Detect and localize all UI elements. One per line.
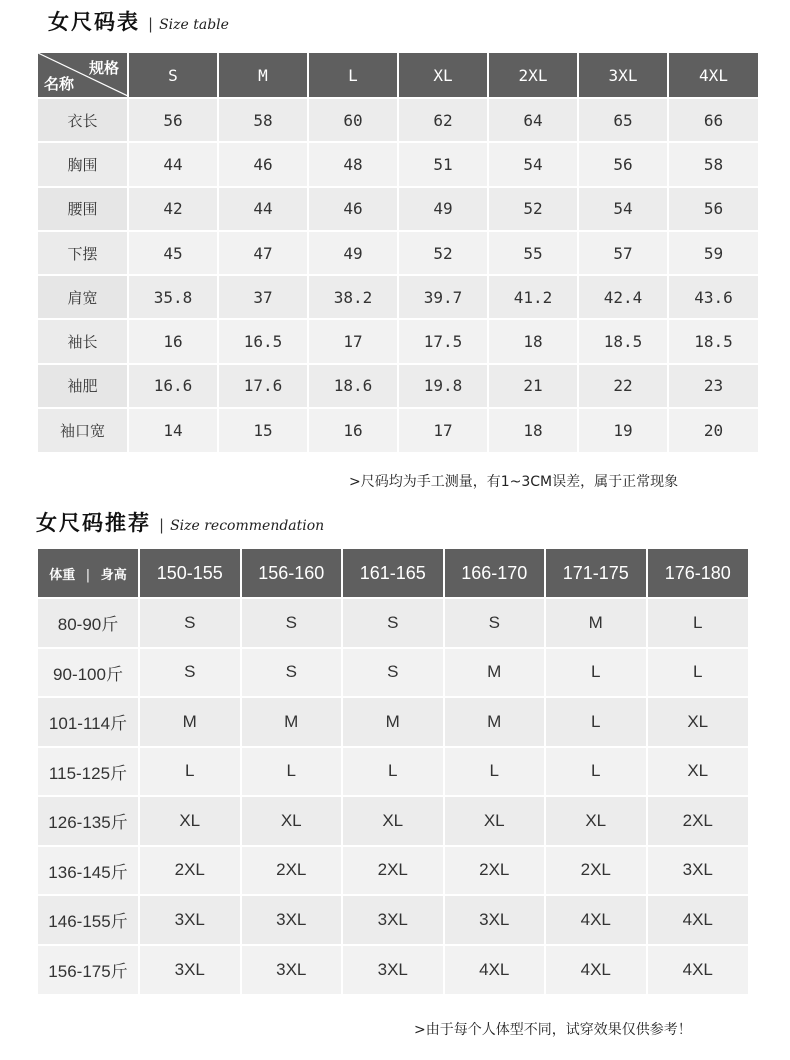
recommended-size-cell: 2XL: [444, 846, 546, 896]
table-row: [38, 364, 758, 408]
measurement-value-cell: 15: [218, 408, 308, 452]
recommended-size-cell: XL: [342, 796, 444, 846]
table-row: [38, 895, 748, 945]
table-row: [38, 231, 758, 275]
size-table-body: [38, 98, 758, 452]
measurement-value-cell: 43.6: [668, 275, 758, 319]
weight-range-cell: 101-114斤: [38, 697, 139, 747]
table-row: [38, 796, 748, 846]
recommended-size-cell: 2XL: [139, 846, 241, 896]
table-row: [38, 945, 748, 995]
measurement-value-cell: 19: [578, 408, 668, 452]
size-table-header-row: [38, 53, 758, 98]
recommended-size-cell: XL: [647, 697, 749, 747]
recommend-title-cn: 女尺码推荐: [36, 511, 151, 535]
measurement-note: >尺码均为手工测量，有1~3CM误差，属于正常现象: [349, 474, 679, 490]
recommended-size-cell: 3XL: [444, 895, 546, 945]
measurement-value-cell: 45: [128, 231, 218, 275]
measurement-value-cell: 23: [668, 364, 758, 408]
table-row: [38, 697, 748, 747]
recommended-size-cell: 4XL: [545, 945, 647, 995]
measurement-value-cell: 17.6: [218, 364, 308, 408]
measurement-value-cell: 18.6: [308, 364, 398, 408]
recommended-size-cell: 3XL: [241, 945, 343, 995]
measurement-value-cell: 49: [308, 231, 398, 275]
measurement-value-cell: 18.5: [668, 319, 758, 363]
height-header-cell: 171-175: [545, 549, 647, 598]
measurement-value-cell: 51: [398, 142, 488, 186]
table-row: [38, 98, 758, 142]
weight-range-cell: 80-90斤: [38, 598, 139, 648]
measurement-value-cell: 56: [578, 142, 668, 186]
measurement-value-cell: 21: [488, 364, 578, 408]
recommended-size-cell: L: [139, 747, 241, 797]
recommended-size-cell: M: [342, 697, 444, 747]
measurement-value-cell: 39.7: [398, 275, 488, 319]
recommended-size-cell: 3XL: [342, 895, 444, 945]
recommended-size-cell: XL: [545, 796, 647, 846]
measurement-value-cell: 60: [308, 98, 398, 142]
size-header-cell: L: [308, 53, 398, 98]
recommended-size-cell: 3XL: [342, 945, 444, 995]
recommended-size-cell: 2XL: [241, 846, 343, 896]
measurement-value-cell: 56: [668, 187, 758, 231]
measurement-name-cell: 袖肥: [38, 364, 128, 408]
height-header-cell: 176-180: [647, 549, 749, 598]
size-table-title-en: Size table: [159, 17, 229, 33]
size-table-corner-cell: [38, 53, 128, 98]
recommended-size-cell: XL: [647, 747, 749, 797]
size-header-cell: 3XL: [578, 53, 668, 98]
recommended-size-cell: 4XL: [545, 895, 647, 945]
measurement-name-cell: 袖口宽: [38, 408, 128, 452]
measurement-value-cell: 55: [488, 231, 578, 275]
measurement-value-cell: 52: [488, 187, 578, 231]
measurement-value-cell: 18: [488, 319, 578, 363]
recommended-size-cell: S: [342, 648, 444, 698]
recommended-size-cell: M: [444, 697, 546, 747]
measurement-value-cell: 37: [218, 275, 308, 319]
size-table-title: [48, 6, 229, 36]
size-table: [38, 53, 758, 452]
measurement-value-cell: 14: [128, 408, 218, 452]
table-row: [38, 319, 758, 363]
recommended-size-cell: 2XL: [647, 796, 749, 846]
measurement-name-cell: 袖长: [38, 319, 128, 363]
recommended-size-cell: XL: [139, 796, 241, 846]
recommended-size-cell: S: [444, 598, 546, 648]
table-row: [38, 408, 758, 452]
measurement-value-cell: 66: [668, 98, 758, 142]
measurement-value-cell: 54: [488, 142, 578, 186]
height-header-cell: 156-160: [241, 549, 343, 598]
measurement-value-cell: 52: [398, 231, 488, 275]
measurement-name-cell: 下摆: [38, 231, 128, 275]
recommended-size-cell: L: [545, 648, 647, 698]
size-header-cell: S: [128, 53, 218, 98]
recommended-size-cell: S: [241, 648, 343, 698]
measurement-value-cell: 57: [578, 231, 668, 275]
measurement-value-cell: 64: [488, 98, 578, 142]
measurement-name-cell: 衣长: [38, 98, 128, 142]
measurement-value-cell: 42: [128, 187, 218, 231]
measurement-value-cell: 16.5: [218, 319, 308, 363]
measurement-value-cell: 42.4: [578, 275, 668, 319]
title-separator: |: [159, 516, 165, 534]
measurement-value-cell: 44: [128, 142, 218, 186]
measurement-value-cell: 38.2: [308, 275, 398, 319]
corner-label-weight: 体重: [49, 567, 76, 583]
measurement-value-cell: 17: [308, 319, 398, 363]
recommended-size-cell: 3XL: [241, 895, 343, 945]
weight-range-cell: 156-175斤: [38, 945, 139, 995]
measurement-value-cell: 56: [128, 98, 218, 142]
recommended-size-cell: XL: [241, 796, 343, 846]
recommend-table: [38, 549, 748, 994]
table-row: [38, 648, 748, 698]
height-header-cell: 166-170: [444, 549, 546, 598]
measurement-value-cell: 59: [668, 231, 758, 275]
measurement-value-cell: 35.8: [128, 275, 218, 319]
recommended-size-cell: L: [647, 598, 749, 648]
table-row: [38, 747, 748, 797]
table-row: [38, 187, 758, 231]
recommend-corner-cell: [38, 549, 139, 598]
recommended-size-cell: M: [545, 598, 647, 648]
measurement-value-cell: 41.2: [488, 275, 578, 319]
recommended-size-cell: 3XL: [647, 846, 749, 896]
recommended-size-cell: L: [444, 747, 546, 797]
table-row: [38, 846, 748, 896]
recommended-size-cell: L: [342, 747, 444, 797]
measurement-value-cell: 46: [218, 142, 308, 186]
size-header-cell: 2XL: [488, 53, 578, 98]
size-table-title-cn: 女尺码表: [48, 10, 140, 34]
measurement-value-cell: 17: [398, 408, 488, 452]
recommended-size-cell: L: [545, 747, 647, 797]
measurement-value-cell: 48: [308, 142, 398, 186]
recommended-size-cell: L: [647, 648, 749, 698]
recommended-size-cell: M: [444, 648, 546, 698]
measurement-value-cell: 16: [308, 408, 398, 452]
recommended-size-cell: 4XL: [647, 945, 749, 995]
recommend-header-row: [38, 549, 748, 598]
measurement-value-cell: 22: [578, 364, 668, 408]
measurement-value-cell: 16.6: [128, 364, 218, 408]
weight-range-cell: 146-155斤: [38, 895, 139, 945]
corner-separator: |: [85, 567, 91, 583]
weight-range-cell: 115-125斤: [38, 747, 139, 797]
weight-range-cell: 126-135斤: [38, 796, 139, 846]
recommended-size-cell: 3XL: [139, 895, 241, 945]
recommend-table-body: [38, 598, 748, 994]
recommended-size-cell: M: [139, 697, 241, 747]
measurement-value-cell: 58: [218, 98, 308, 142]
recommended-size-cell: 4XL: [647, 895, 749, 945]
measurement-value-cell: 19.8: [398, 364, 488, 408]
measurement-name-cell: 腰围: [38, 187, 128, 231]
weight-range-cell: 136-145斤: [38, 846, 139, 896]
recommended-size-cell: 3XL: [139, 945, 241, 995]
measurement-value-cell: 18.5: [578, 319, 668, 363]
size-header-cell: XL: [398, 53, 488, 98]
size-header-cell: 4XL: [668, 53, 758, 98]
recommended-size-cell: S: [241, 598, 343, 648]
table-row: [38, 142, 758, 186]
height-header-cell: 150-155: [139, 549, 241, 598]
measurement-value-cell: 16: [128, 319, 218, 363]
recommend-title: [36, 507, 324, 537]
recommended-size-cell: XL: [444, 796, 546, 846]
measurement-value-cell: 46: [308, 187, 398, 231]
table-row: [38, 275, 758, 319]
recommended-size-cell: S: [342, 598, 444, 648]
weight-range-cell: 90-100斤: [38, 648, 139, 698]
measurement-name-cell: 胸围: [38, 142, 128, 186]
measurement-value-cell: 20: [668, 408, 758, 452]
measurement-value-cell: 65: [578, 98, 668, 142]
recommended-size-cell: 2XL: [342, 846, 444, 896]
size-header-cell: M: [218, 53, 308, 98]
height-header-cell: 161-165: [342, 549, 444, 598]
measurement-value-cell: 49: [398, 187, 488, 231]
recommended-size-cell: M: [241, 697, 343, 747]
measurement-value-cell: 54: [578, 187, 668, 231]
measurement-name-cell: 肩宽: [38, 275, 128, 319]
recommended-size-cell: S: [139, 648, 241, 698]
recommended-size-cell: 4XL: [444, 945, 546, 995]
recommended-size-cell: L: [241, 747, 343, 797]
measurement-value-cell: 58: [668, 142, 758, 186]
corner-label-name: 名称: [44, 75, 75, 93]
fit-disclaimer-note: >由于每个人体型不同，试穿效果仅供参考！: [414, 1022, 692, 1038]
measurement-value-cell: 62: [398, 98, 488, 142]
table-row: [38, 598, 748, 648]
recommend-title-en: Size recommendation: [170, 518, 325, 534]
measurement-value-cell: 44: [218, 187, 308, 231]
title-separator: |: [148, 15, 154, 33]
measurement-value-cell: 17.5: [398, 319, 488, 363]
recommended-size-cell: L: [545, 697, 647, 747]
recommended-size-cell: 2XL: [545, 846, 647, 896]
recommended-size-cell: S: [139, 598, 241, 648]
measurement-value-cell: 18: [488, 408, 578, 452]
corner-label-height: 身高: [100, 567, 127, 583]
corner-label-spec: 规格: [88, 59, 119, 77]
measurement-value-cell: 47: [218, 231, 308, 275]
